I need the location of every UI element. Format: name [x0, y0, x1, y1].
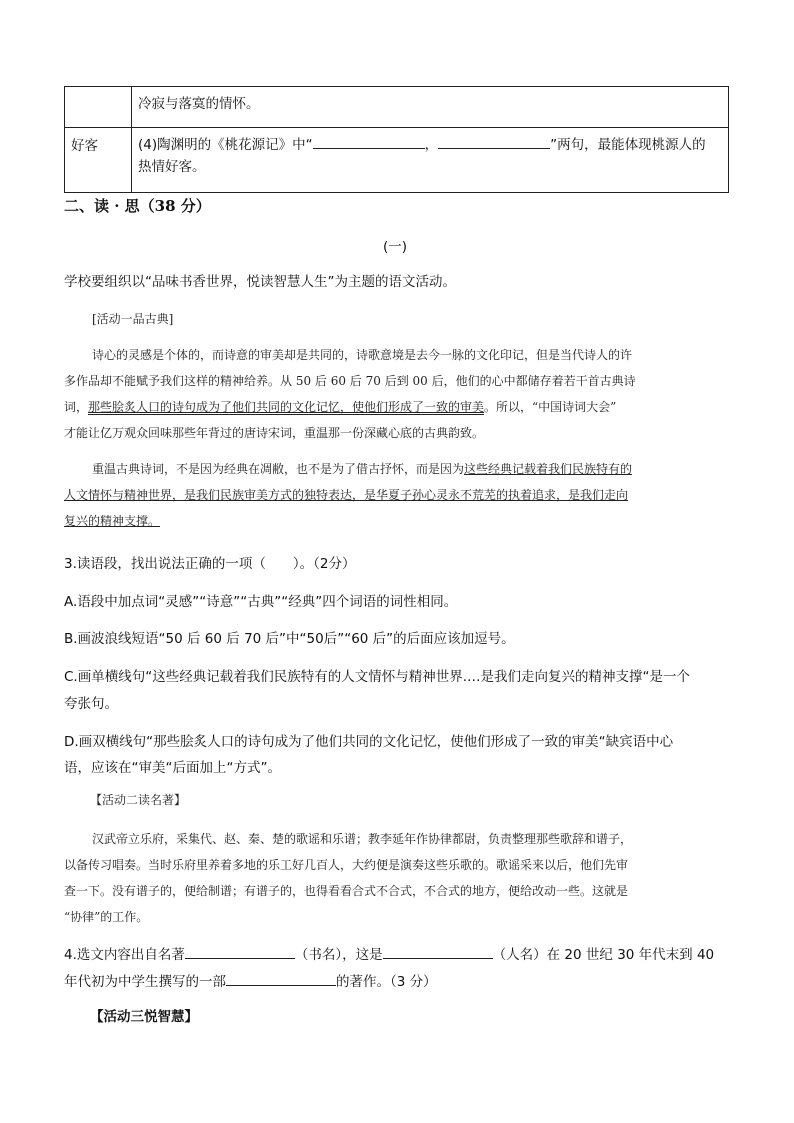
question-text: （书名），这是 — [294, 947, 383, 963]
activity-title: 【活动三悦智慧】 — [90, 1009, 198, 1025]
passage-line: 以备传习唱奏。当时乐府里养着多地的乐工好几百人，大约便是演奏这些乐歌的。歌谣采来以后，他们先审 — [64, 858, 629, 872]
passage-line — [64, 394, 729, 420]
subsection-number: (一) — [383, 239, 408, 255]
passage-line: 才能让亿万观众回味那些年背过的唐诗宋词，重温那一份深藏心底的古典韵致。 — [64, 426, 485, 440]
question-4-line2 — [64, 970, 437, 990]
passage-line — [64, 456, 729, 482]
option-b: B.画波浪线短语“50 后 60 后 70 后”中“50后”“60 后”的后面应该加逗号。 — [64, 631, 515, 647]
question-text: （人名）在 20 世纪 30 年代末到 40 — [492, 947, 715, 963]
passage-line: 诗心的灵感是个体的，而诗意的审美却是共同的，诗歌意境是去今一脉的文化印记，但是当代诗人的许 — [92, 348, 633, 362]
passage-line: 多作品却不能赋予我们这样的精神给养。从 50 后 60 后 70 后到 00 后，他们的心中都储存着若干首古典诗 — [64, 374, 636, 388]
table-cell-category — [65, 87, 132, 128]
table-row — [65, 87, 729, 128]
passage-text: 词， — [64, 400, 89, 414]
question-3-stem: 3.读语段，找出说法正确的一项（ ）。（2分） — [64, 556, 356, 572]
question-4-line1 — [64, 943, 714, 963]
poetry-table — [64, 86, 729, 193]
table-cell-content — [132, 128, 729, 193]
passage-activity1 — [64, 342, 729, 446]
answer-blank[interactable] — [313, 134, 425, 149]
passage-line: 查一下。没有谱子的，便给制谱；有谱子的，也得看看合式不合式，不合式的地方，便给改动一些。这就是 — [64, 884, 629, 898]
activity-title: 【活动二读名著】 — [90, 793, 187, 807]
question-text: 年代初为中学生撰写的一部 — [64, 974, 226, 990]
table-text: ， — [424, 137, 439, 153]
passage-text: 重温古典诗词，不是因为经典在凋敝，也不是为了借古抒怀，而是因为 — [92, 462, 465, 476]
answer-blank-author[interactable] — [383, 944, 493, 959]
passage-activity2 — [64, 826, 729, 930]
intro-text: 学校要组织以“品味书香世界，悦读智慧人生”为主题的语文活动。 — [64, 274, 456, 290]
option-d-line2: 语，应该在“审美“后面加上“方式”。 — [64, 760, 281, 776]
table-cell-content — [132, 87, 729, 128]
double-underline-sentence: 那些脍炙人口的诗句成为了他们共同的文化记忆，使他们形成了一致的审美 — [88, 400, 485, 414]
passage-text: 。所以，“中国诗词大会” — [484, 400, 617, 414]
table-text: 热情好客。 — [138, 159, 206, 175]
option-c-line1: C.画单横线句“这些经典记载着我们民族特有的人文情怀与精神世界.…是我们走向复兴的精神支撑“是一个 — [64, 669, 690, 685]
table-cell-category: 好客 — [65, 128, 132, 193]
table-row — [65, 128, 729, 193]
table-text: (4)陶渊明的《桃花源记》中“ — [138, 137, 313, 153]
single-underline-sentence: 这些经典记载着我们民族特有的 — [464, 462, 633, 476]
activity-title: [活动一品古典] — [92, 312, 174, 326]
answer-blank-type[interactable] — [226, 971, 336, 986]
answer-blank[interactable] — [438, 134, 550, 149]
single-underline-sentence: 人文情怀与精神世界，是我们民族审美方式的独特表达，是华夏子孙心灵永不荒芜的执着追求，是我们走向 — [64, 488, 629, 502]
passage-activity1-p2 — [64, 456, 729, 534]
answer-blank-book[interactable] — [185, 944, 295, 959]
passage-line: 汉武帝立乐府，采集代、赵、秦、楚的歌谣和乐谱；教李延年作协律都尉，负责整理那些歌辞和谱子， — [92, 832, 633, 846]
option-d-line1: D.画双横线句“那些脍炙人口的诗句成为了他们共同的文化记忆，使他们形成了一致的审美“缺宾语中心 — [64, 734, 674, 750]
option-a: A.语段中加点词“灵感”“诗意”“古典”“经典”四个词语的词性相同。 — [64, 594, 458, 610]
passage-line: “协律”的工作。 — [64, 910, 149, 924]
option-c-line2: 夸张句。 — [64, 696, 118, 712]
question-text: 4.选文内容出自名著 — [64, 947, 185, 963]
question-text: 的著作。（3 分） — [336, 974, 437, 990]
section-heading: 二、读 · 思（38 分） — [64, 197, 211, 215]
table-text: ”两句，最能体现桃源人的 — [550, 137, 706, 153]
table-text: 冷寂与落寞的情怀。 — [138, 96, 260, 112]
single-underline-sentence: 复兴的精神支撑。 — [64, 514, 161, 528]
